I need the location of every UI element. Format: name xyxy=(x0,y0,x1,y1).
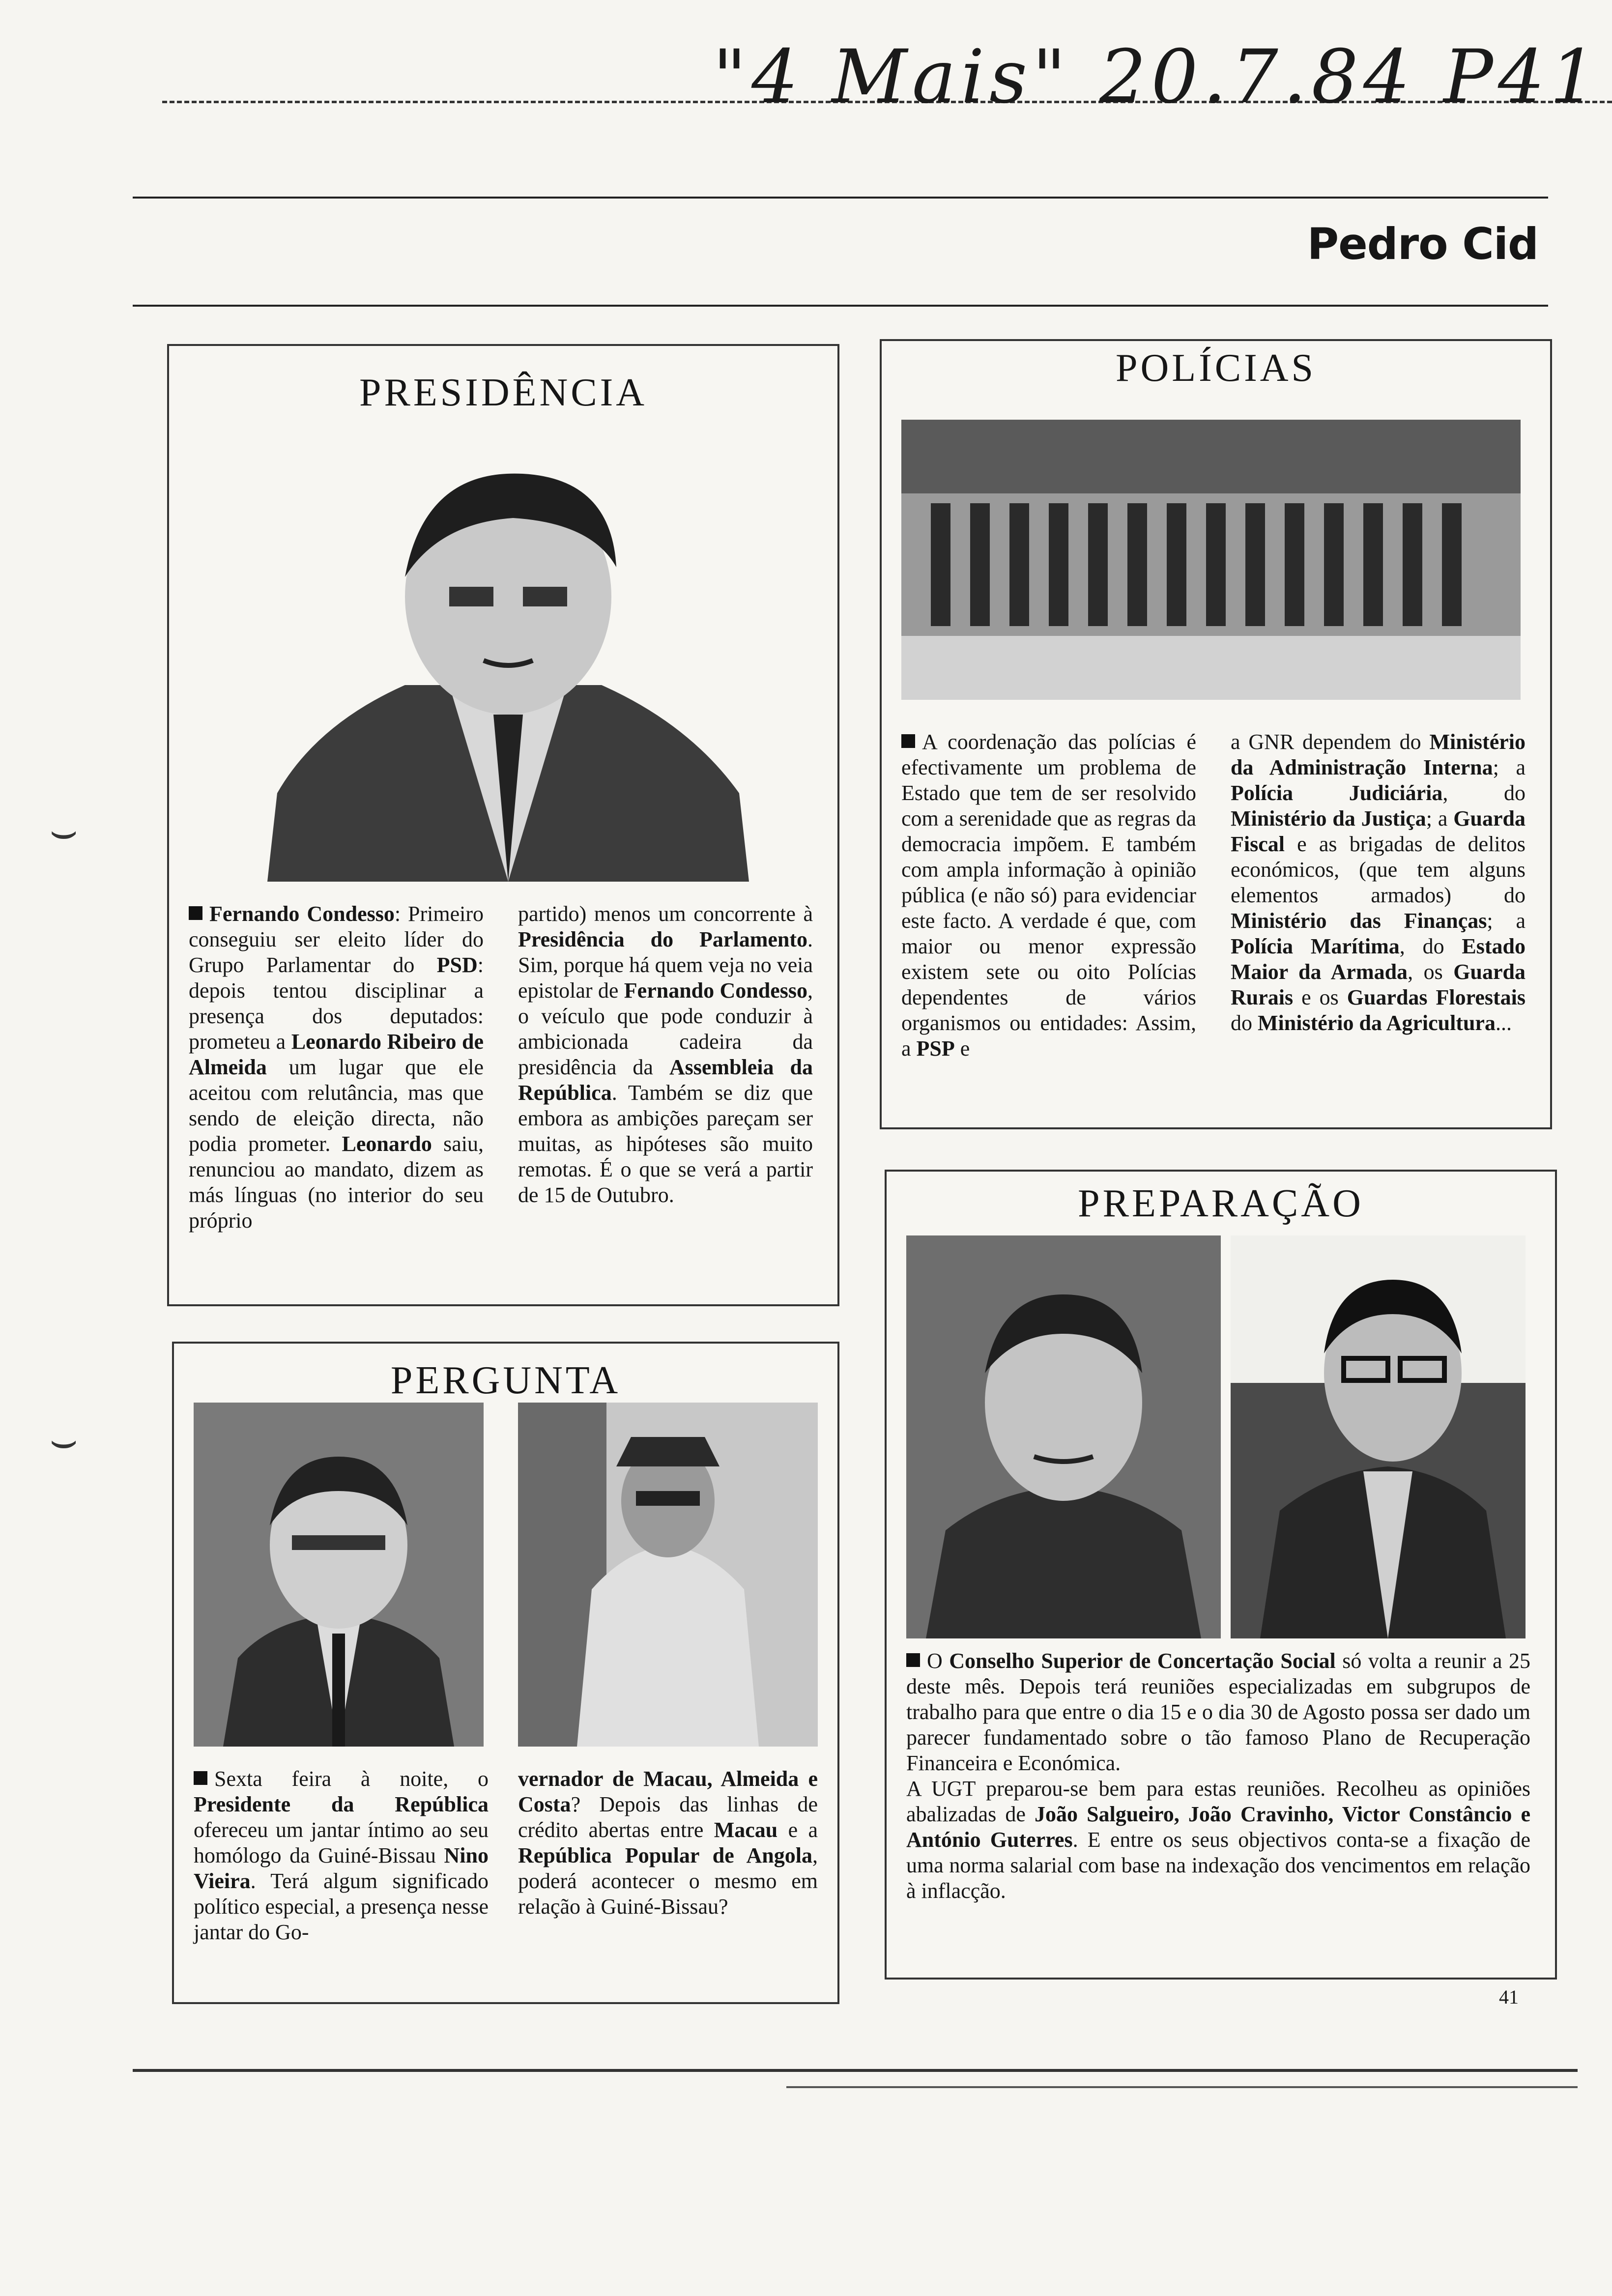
pergunta-photo-left xyxy=(194,1403,484,1747)
pergunta-title: PERGUNTA xyxy=(390,1359,621,1402)
policias-photo xyxy=(901,420,1521,700)
policias-text-col1: A coordenação das polícias é efectivamente um problema de Estado que tem de ser resolvido com a serenidade que as regras da democracia impõem. E também com ampla informação à opinião pública (e não só) para evidenciar este facto. A verdade é que, com maior ou menor expressão existem sete ou oito Polícias dependentes de vários organismos ou entidades: Assim, a PSP e xyxy=(901,730,1196,1061)
margin-mark: ⌣ xyxy=(49,807,79,856)
portrait-governador-macau xyxy=(518,1403,818,1747)
preparacao-text: O Conselho Superior de Concertação Social só volta a reunir a 25 deste mês. Depois terá reuniões especializadas em subgrupos de trabalho para que entre o dia 15 e o dia 30 de Agosto possa ser dado um parecer fundamentado sobre o tão famoso Plano de Recuperação Financeira e Económica. A UGT preparou-se bem para estas reuniões. Recolheu as opiniões abalizadas de João Salgueiro, João Cravinho, Victor Constâncio e António Guterres. E entre os seus objectivos conta-se a fixação de uma norma salarial com base na indexação dos vencimentos em relação à inflacção. xyxy=(906,1649,1531,1903)
header-rule-top xyxy=(133,197,1548,199)
margin-mark: ⌣ xyxy=(49,1416,79,1465)
pergunta-box xyxy=(172,1342,839,2004)
portrait-fernando-condesso xyxy=(218,449,798,882)
policias-box xyxy=(880,339,1552,1129)
presidencia-photo xyxy=(218,449,798,882)
footer-rule-2 xyxy=(786,2086,1578,2088)
preparacao-box xyxy=(885,1170,1557,1980)
pergunta-text-col1: Sexta feira à noite, o Presidente da República ofereceu um jantar íntimo ao seu homólogo da Guiné-Bissau Nino Vieira. Terá algum significado político especial, a presença nesse jantar do Go- xyxy=(194,1767,489,1944)
bullet-icon xyxy=(906,1653,920,1667)
header-rule-bottom xyxy=(133,305,1548,307)
presidencia-title: PRESIDÊNCIA xyxy=(359,371,648,414)
presidencia-text-col2: partido) menos um concorrente à Presidência do Parlamento. Sim, porque há quem veja no veia epistolar de Fernando Condesso, o veículo que pode conduzir à ambicionada cadeira da presidência da Assembleia da República. Também se diz que embora as ambições pareçam ser muitas, as hipóteses são muito remotas. É o que se verá a partir de 15 de Outubro. xyxy=(518,902,813,1207)
pergunta-text-col2: vernador de Macau, Almeida e Costa? Depois das linhas de crédito abertas entre Macau e a República Popular de Angola, poderá acontecer o mesmo em relação à Guiné-Bissau? xyxy=(518,1767,818,1919)
bullet-icon xyxy=(189,906,202,920)
handwritten-note: "4 Mais" 20.7.84 P41 xyxy=(713,34,1602,120)
page-number: 41 xyxy=(1499,1986,1519,2008)
author-name: Pedro Cid xyxy=(1307,219,1538,269)
portrait-presidente xyxy=(194,1403,484,1747)
bullet-icon xyxy=(194,1771,207,1785)
preparacao-photo-left xyxy=(906,1235,1221,1638)
police-parade-image xyxy=(901,420,1521,700)
policias-title: POLÍCIAS xyxy=(1115,346,1317,390)
presidencia-text-col1: Fernando Condesso: Primeiro conseguiu ser eleito líder do Grupo Parlamentar do PSD: depois tentou disciplinar a presença dos deputados: prometeu a Leonardo Ribeiro de Almeida um lugar que ele aceitou com relutância, mas que sendo de eleição directa, não podia prometer. Leonardo saiu, renunciou ao mandato, dizem as más línguas (no interior do seu próprio xyxy=(189,902,484,1233)
portrait-man-left xyxy=(906,1235,1221,1638)
preparacao-title: PREPARAÇÃO xyxy=(1078,1182,1364,1225)
bullet-icon xyxy=(901,734,915,748)
preparacao-photo-right xyxy=(1231,1235,1526,1638)
pergunta-photo-right xyxy=(518,1403,818,1747)
footer-rule xyxy=(133,2069,1578,2072)
policias-text-col2: a GNR dependem do Ministério da Administração Interna; a Polícia Judiciária, do Ministério da Justiça; a Guarda Fiscal e as brigadas de delitos económicos, (que tem alguns elementos armados) do Ministério das Finanças; a Polícia Marítima, do Estado Maior da Armada, os Guarda Rurais e os Guardas Florestais do Ministério da Agricultura... xyxy=(1231,730,1526,1035)
portrait-man-right xyxy=(1231,1235,1526,1638)
presidencia-box xyxy=(167,344,839,1306)
